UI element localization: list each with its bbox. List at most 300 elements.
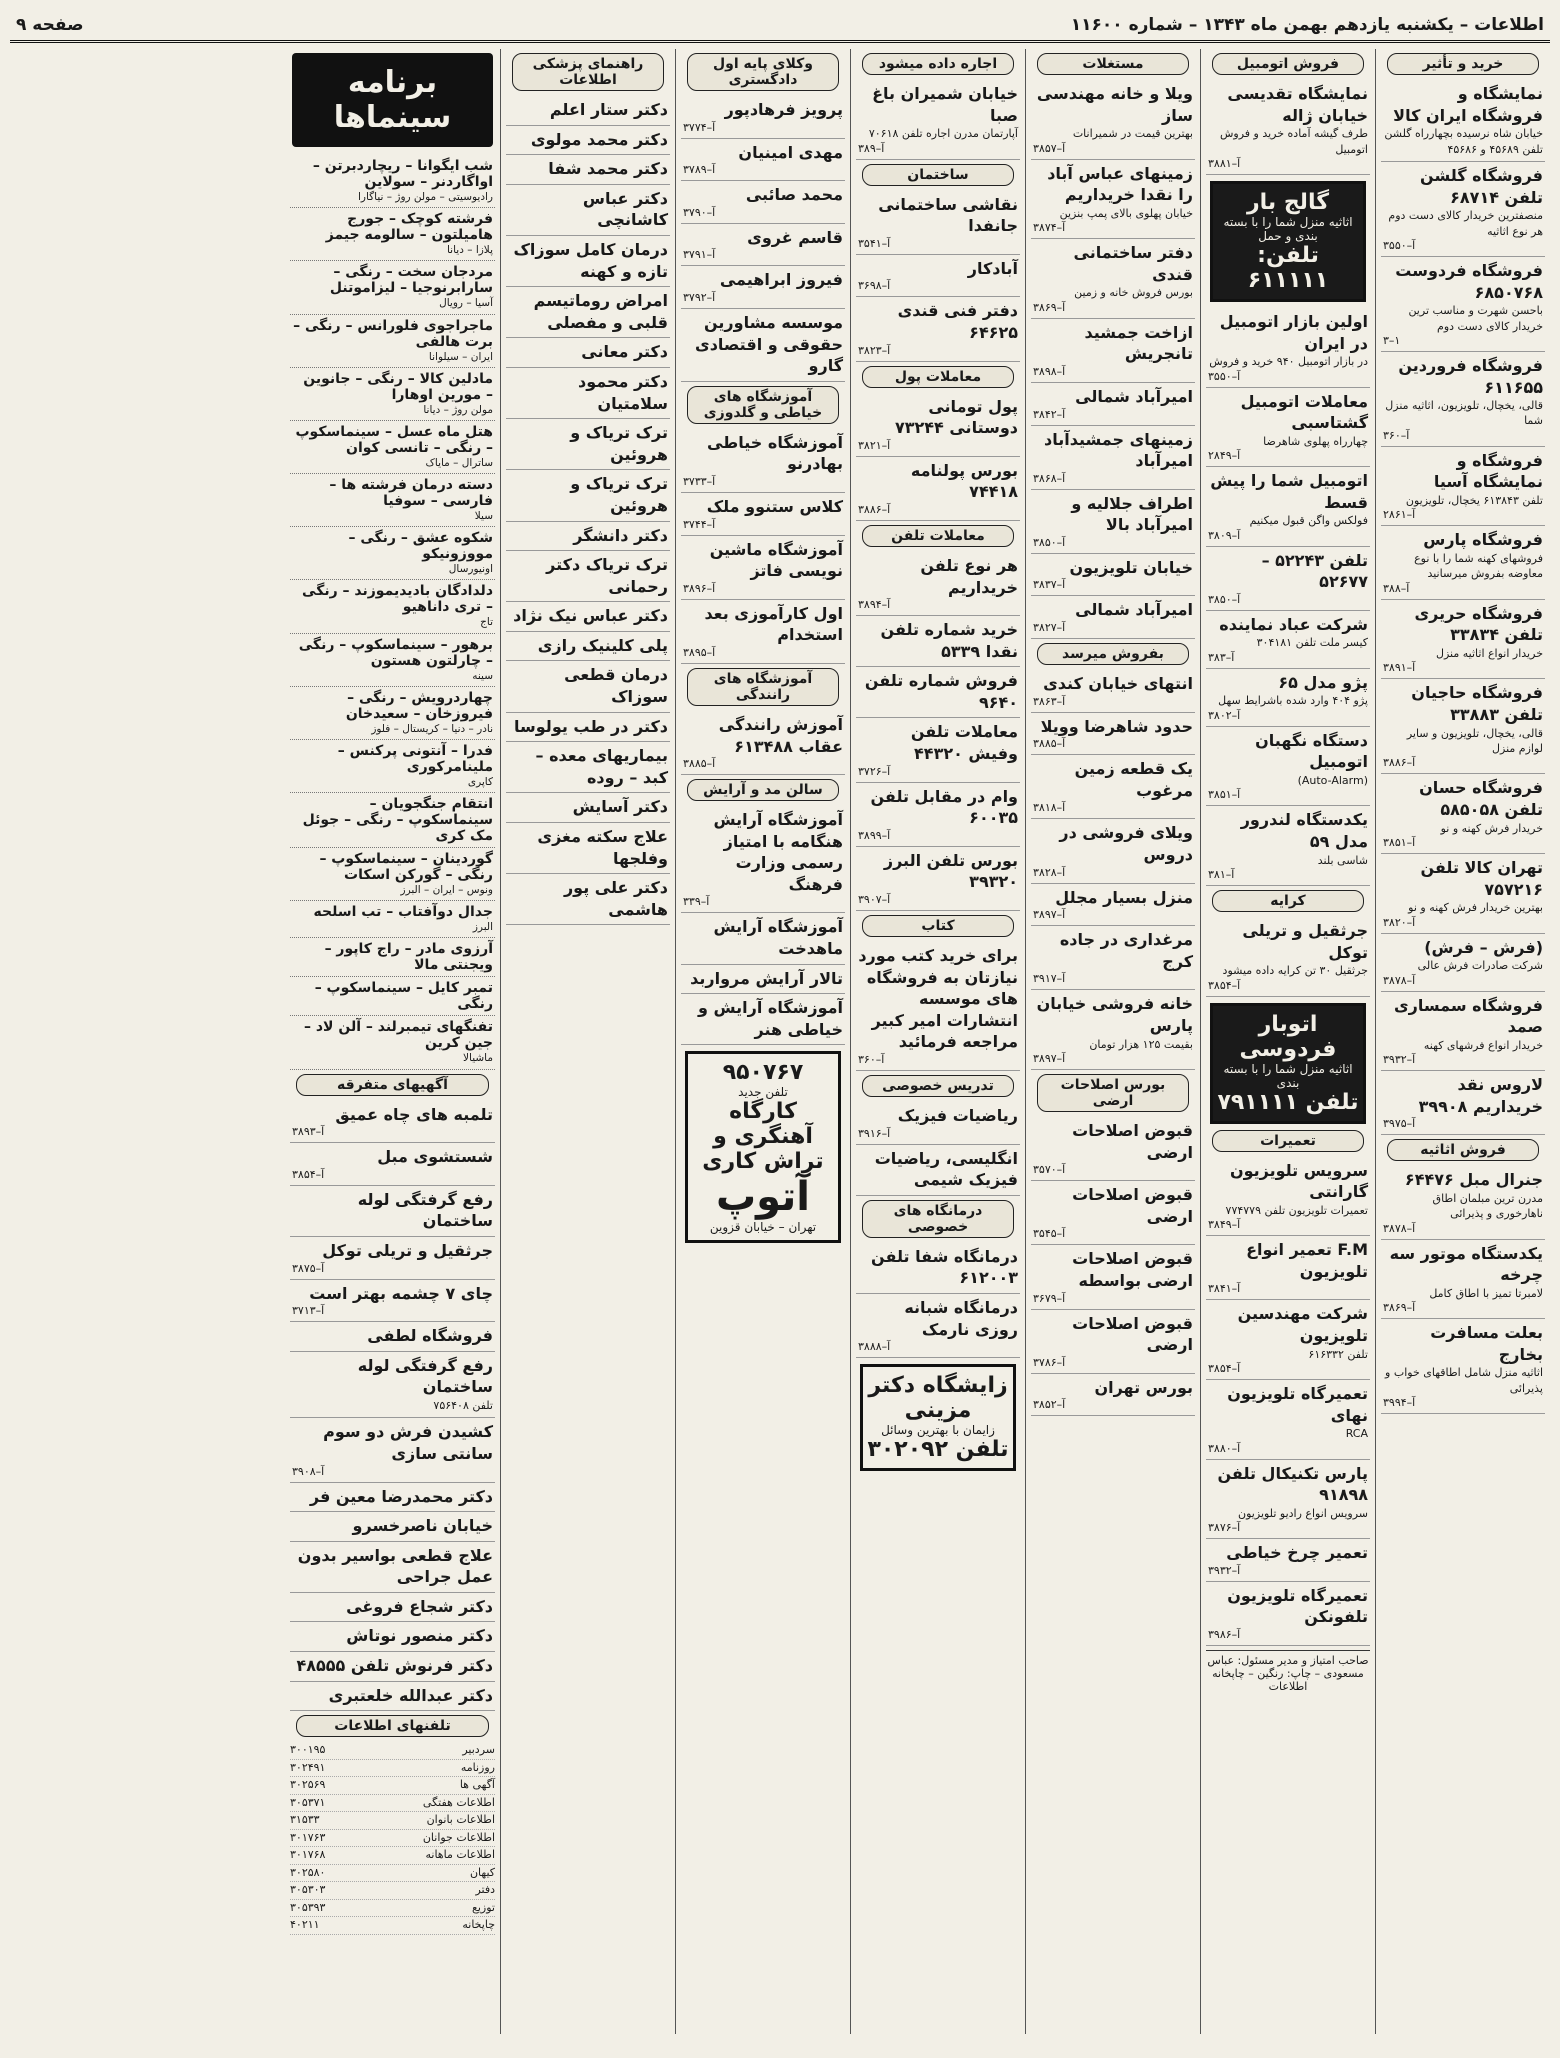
classified-ad: [681, 711, 845, 775]
imprint-footer: صاحب امتیاز و مدیر مسئول: عباس مسعودی – چاپ: رنگین – چاپخانه اطلاعات: [1206, 1650, 1370, 1693]
classified-ad: [1031, 80, 1195, 160]
phone-row: [290, 1742, 495, 1760]
film-title: انتقام جنگجویان – سینماسکوپ – رنگی – جوئل مک کری: [302, 796, 493, 845]
classified-ad: [856, 847, 1020, 911]
display-ad-line: تلفن: ۶۱۱۱۱۱: [1247, 242, 1329, 293]
phone-label: کیهان: [469, 1865, 495, 1879]
cinema-listing: [290, 793, 495, 848]
ad-code: ۳۵۴۵–آ: [1033, 1227, 1066, 1241]
classified-ad: [856, 552, 1020, 616]
ad-code: ۳۸۹۸–آ: [1033, 364, 1066, 378]
ad-code: ۳۸۲۷–آ: [1033, 621, 1066, 635]
classified-ad: [1031, 1374, 1195, 1417]
classified-ad: [1381, 526, 1545, 599]
ad-title: دکتر محمد شفا: [548, 159, 668, 179]
phone-row: [290, 1830, 495, 1848]
display-ad-line: اتوبار فردوسی: [1239, 1011, 1337, 1062]
film-cinemas: ماشیالا: [463, 1052, 493, 1065]
ad-code: ۳۸۸۵–آ: [683, 757, 716, 771]
ad-title: دفتر ساختمانی قندی: [1073, 243, 1193, 284]
classified-ad: [1206, 1236, 1370, 1300]
ad-title: زمینهای جمشیدآباد امیرآباد: [1043, 429, 1193, 471]
ad-title: دکتر معانی: [581, 342, 668, 362]
ad-code: ۳۹۰۸–آ: [292, 1464, 325, 1478]
classified-ad: [1031, 670, 1195, 713]
classified-ad: [681, 224, 845, 267]
phone-number: ۳۰۵۳۹۳: [290, 1900, 326, 1914]
ad-body: تلفن ۶۱۶۳۳۲: [1308, 1347, 1368, 1361]
ad-body: پژو ۴۰۴ وارد شده باشرایط سهل: [1218, 694, 1368, 708]
classified-ad: [681, 493, 845, 536]
film-title: ماجراجوی فلورانس – رنگی – برت هالفی: [293, 317, 493, 350]
phone-label: سردبیر: [462, 1743, 495, 1757]
classified-ad: [1206, 917, 1370, 997]
classified-ad: [856, 393, 1020, 457]
ad-title: شستشوی مبل: [377, 1147, 493, 1167]
ad-code: ۳۹۷۵–آ: [1383, 1117, 1416, 1131]
classified-ad: [856, 80, 1020, 160]
ad-code: ۳۸۸۵–آ: [1033, 737, 1066, 751]
ad-title: دکتر دانشگر: [573, 525, 668, 545]
ad-title: ترک تریاک و هروئین: [570, 474, 668, 515]
ad-title: تالار آرایش مرواربد: [690, 968, 843, 988]
classified-ad: [1031, 1245, 1195, 1309]
phone-label: اطلاعات جوانان: [422, 1830, 495, 1844]
ad-code: ۳۸۴۱–آ: [1208, 1282, 1241, 1296]
ad-title: امیرآباد شمالی: [1075, 600, 1193, 620]
ad-title: دکتر محمود سلامتیان: [578, 371, 668, 413]
ad-code: ۳۸۶۸–آ: [1033, 471, 1066, 485]
ad-title: پول تومانی دوستانی ۷۳۲۴۴: [894, 396, 1018, 438]
ad-code: ۳۸۷۸–آ: [1383, 1221, 1416, 1235]
classified-ad: [506, 419, 670, 470]
ad-body: قالی، یخچال، تلویزیون و سایر لوازم منزل: [1406, 726, 1543, 755]
classified-ad: [1031, 490, 1195, 554]
ad-code: ۳۸۳۷–آ: [1033, 578, 1066, 592]
classified-ad: [506, 823, 670, 874]
ad-title: منزل بسیار مجلل: [1055, 887, 1193, 907]
ad-title: تلمبه های چاه عمیق: [335, 1104, 493, 1124]
ad-code: ۳۵۴۱–آ: [858, 236, 891, 250]
ad-title: نقاشی ساختمانی جانفدا: [878, 194, 1018, 236]
ad-body: بهترین قیمت در شمیرانات: [1072, 127, 1193, 141]
display-ad-line: آتوپ: [715, 1174, 810, 1221]
ad-title: دفتر فنی قندی ۶۴۶۲۵: [897, 301, 1018, 342]
phone-row: [290, 1777, 495, 1795]
phone-label: دفتر: [475, 1883, 495, 1897]
classified-ad: [506, 742, 670, 793]
film-title: جدال دوآفتاب – تب اسلحه: [313, 904, 493, 921]
classified-ad: [856, 718, 1020, 782]
ad-code: ۳۸۴۹–آ: [1208, 1218, 1241, 1232]
ad-title: فروشگاه فردوست ۶۸۵۰۷۶۸: [1395, 260, 1543, 302]
ad-title: معاملات تلفن وفیش ۴۴۳۲۰: [910, 722, 1018, 764]
ad-code: ۳۸۶۹–آ: [1033, 300, 1066, 314]
classified-ad: [1381, 80, 1545, 162]
ad-code: ۳۸۵۰–آ: [1033, 535, 1066, 549]
classified-ad: [506, 155, 670, 185]
ad-title: معاملات اتومبیل گشتاسبی: [1240, 391, 1368, 433]
classified-ad: [681, 429, 845, 493]
classified-ad: [290, 1143, 495, 1186]
classified-ad: [856, 457, 1020, 521]
ad-title: آموزشگاه آرایش ماهدخت: [713, 917, 843, 959]
ad-title: دکتر فرنوش تلفن ۴۸۵۵۵: [296, 1656, 493, 1676]
ad-body: تلفن ۶۱۳۸۴۳ یخچال، تلویزیون: [1405, 494, 1543, 508]
section-header: آموزشگاه های خیاطی و گلدوزی: [687, 386, 839, 424]
ad-code: ۳۷۲۶–آ: [858, 764, 891, 778]
classified-ad: [1206, 806, 1370, 886]
ad-title: درمانگاه شبانه روزی نارمک: [904, 1297, 1018, 1339]
ad-title: دکتر منصور نوتاش: [346, 1626, 493, 1646]
classified-ad: [856, 297, 1020, 361]
ad-code: ۳۸۸۰–آ: [1208, 1441, 1241, 1455]
section-header: تعمیرات: [1212, 1130, 1364, 1152]
ad-title: دکتر آسایش: [572, 797, 668, 817]
display-ad-line: زایشگاه دکتر مزینی: [868, 1373, 1008, 1424]
ad-title: چای ۷ چشمه بهتر است: [309, 1283, 493, 1303]
film-title: فدرا – آنتونی پرکنس – ملینامرکوری: [337, 742, 493, 775]
cinema-listing: [290, 474, 495, 527]
ad-code: ۳۶۹۸–آ: [858, 279, 891, 293]
ad-code: ۳۸۲۱–آ: [858, 438, 891, 452]
ad-title: قاسم غروی: [747, 227, 843, 247]
ad-title: محمد صائبی: [745, 185, 843, 205]
classified-ad: [1206, 467, 1370, 547]
display-ad-line: تلفن ۷۹۱۱۱۱: [1217, 1089, 1359, 1115]
phone-label: اطلاعات ماهانه: [425, 1848, 495, 1862]
ad-code: ۳۸۹۵–آ: [683, 645, 716, 659]
section-header: معاملات تلفن: [862, 525, 1014, 547]
ad-title: هر نوع تلفن خریداریم: [920, 555, 1018, 597]
classified-ad: [856, 191, 1020, 255]
ad-title: قبوض اصلاحات ارضی بواسطه: [1072, 1249, 1193, 1290]
film-cinemas: رادیوسیتی – مولن روژ – نیاگارا: [357, 191, 493, 203]
section-header: بفروش میرسد: [1037, 643, 1189, 665]
phone-directory: [290, 1742, 495, 1935]
ad-title: دکتر علی پور هاشمی: [563, 878, 668, 919]
classified-ad: [1381, 774, 1545, 854]
ad-body: در بازار اتومبیل ۹۴۰ خرید و فروش: [1209, 355, 1368, 369]
ad-code: ۳۸۷۴–آ: [1033, 221, 1066, 235]
ad-title: پلی کلینیک رازی: [537, 635, 668, 655]
classified-ad: [681, 806, 845, 913]
classified-ad: [1031, 755, 1195, 819]
ad-title: دکتر در طب یولوسا: [514, 716, 668, 736]
phone-label: آگهی ها: [459, 1778, 495, 1792]
classified-ad: [1381, 679, 1545, 774]
ad-code: ۳۸۹۶–آ: [683, 581, 716, 595]
classified-ad: [1206, 611, 1370, 669]
ad-code: ۳۸۵۱–آ: [1208, 788, 1241, 802]
display-advertisement: [1210, 181, 1366, 302]
classified-ad: [1206, 669, 1370, 727]
ad-title: برای خرید کتب مورد نیازتان به فروشگاه های موسسه انتشارات امیر کبیر مراجعه فرمائید: [858, 946, 1018, 1052]
classified-ad: [290, 1186, 495, 1237]
section-header: کتاب: [862, 915, 1014, 937]
film-cinemas: سیلا: [474, 510, 493, 523]
ad-title: تعمیرگاه تلویزیون تلفونکن: [1227, 1585, 1368, 1627]
film-title: گوردینان – سینماسکوپ – رنگی – گورکن اسکات: [319, 851, 493, 884]
ad-title: مرغداری در جاده کرج: [1059, 930, 1193, 971]
ad-code: ۳۵۵۰–آ: [1208, 369, 1241, 383]
classified-ad: [1031, 884, 1195, 927]
classified-ad: [1381, 854, 1545, 934]
classified-ad: [506, 793, 670, 823]
classified-ad: [1381, 447, 1545, 527]
display-ad-line: تلفن جدید: [738, 1085, 788, 1100]
classified-ad: [1031, 926, 1195, 990]
ad-title: دکتر عباس نیک نژاد: [513, 606, 668, 626]
classified-ad: [1381, 257, 1545, 352]
classified-ad: [506, 185, 670, 236]
classified-ad: [290, 1593, 495, 1623]
display-advertisement: [860, 1364, 1016, 1471]
ad-body: تعمیرات تلویزیون تلفن ۷۷۴۷۷۹: [1225, 1203, 1368, 1217]
ad-code: ۳۸۳–آ: [1208, 650, 1235, 664]
ad-body: قالی، یخچال، تلویزیون، اثاثیه منزل شما: [1385, 399, 1543, 428]
cinema-listing: [290, 155, 495, 208]
ad-title: ازاخت جمشید تانجریش: [1084, 322, 1193, 364]
ad-title: اطراف جلالیه و امیرآباد بالا: [1071, 493, 1193, 535]
ad-code: ۳۸۸۱–آ: [1208, 156, 1241, 170]
phone-row: [290, 1795, 495, 1813]
section-header: آموزشگاه های رانندگی: [687, 668, 839, 706]
ad-title: دکتر ستار اعلم: [549, 100, 668, 119]
classified-ad: [1031, 160, 1195, 240]
column-col6: [500, 49, 675, 2034]
ad-title: لاروس نقد خریداریم ۳۹۹۰۸: [1418, 1075, 1543, 1116]
classified-ad: [506, 287, 670, 338]
phone-row: [290, 1917, 495, 1935]
film-title: مردجان سخت – رنگی – سارابرنوجیا – لیزاموتنل: [329, 264, 493, 297]
ad-code: ۳۸۸۸–آ: [858, 1340, 891, 1354]
film-cinemas: کاپری: [467, 775, 493, 788]
classified-ad: [1381, 1240, 1545, 1320]
ad-title: قبوض اصلاحات ارضی: [1072, 1185, 1193, 1226]
ad-title: (فرش – فرش): [1424, 937, 1543, 957]
ad-code: ۳۹۳۲–آ: [1208, 1563, 1241, 1577]
cinema-listing: [290, 261, 495, 314]
ad-body: فولکس واگن قبول میکنیم: [1249, 514, 1368, 528]
ad-body: چهارراه پهلوی شاهرضا: [1263, 434, 1368, 448]
ad-title: خیابان تلویزیون: [1069, 557, 1193, 577]
film-title: تفنگهای تیمبرلند – آلن لاد – جین کرین: [304, 1019, 493, 1052]
ad-title: کشیدن فرش دو سوم سانتی سازی: [323, 1422, 493, 1463]
ad-code: ۳۶۷۹–آ: [1033, 1291, 1066, 1305]
ad-code: ۳۸۹۴–آ: [858, 598, 891, 612]
classified-ad: [681, 181, 845, 224]
classified-ad: [681, 309, 845, 382]
ad-title: مهدی امینیان: [738, 142, 843, 162]
ad-title: حدود شاهرضا وویلا: [1040, 716, 1193, 736]
classified-ad: [681, 600, 845, 664]
ad-title: فروشگاه حسان تلفن ۵۸۵۰۵۸: [1419, 778, 1543, 819]
cinema-listing: [290, 315, 495, 368]
classified-ad: [856, 616, 1020, 667]
phone-row: [290, 1847, 495, 1865]
ad-code: ۳۸۸۶–آ: [1383, 756, 1416, 770]
ad-title: نمایشگاه تقدیسی خیابان ژاله: [1227, 84, 1368, 125]
ad-code: ۳۹۰۷–آ: [858, 893, 891, 907]
film-cinemas: مولن روژ – دیانا: [423, 403, 493, 416]
classified-ad: [1206, 1157, 1370, 1237]
section-header: مستغلات: [1037, 53, 1189, 75]
ad-title: ویلای فروشی در دروس: [1059, 823, 1193, 865]
cinema-listing: [290, 580, 495, 633]
classified-ad: [506, 236, 670, 287]
classified-ad: [290, 1483, 495, 1513]
classified-ad: [1031, 239, 1195, 319]
section-header: معاملات پول: [862, 366, 1014, 388]
film-cinemas: تاج: [480, 616, 493, 629]
phone-number: ۳۰۵۳۰۳: [290, 1883, 326, 1897]
ad-code: ۳۸۹۷–آ: [1033, 908, 1066, 922]
classified-ad: [1031, 1117, 1195, 1181]
cinema-listing: [290, 740, 495, 793]
classified-ad: [1031, 319, 1195, 383]
phone-number: ۳۰۱۷۶۳: [290, 1830, 326, 1844]
ad-body: خیابان شاه نرسیده بچهارراه گلشن تلفن ۴۵۶۸۹ و ۴۵۶۸۶: [1384, 127, 1543, 156]
ad-title: دستگاه نگهبان اتومبیل: [1255, 730, 1368, 772]
ad-code: ۳۸۲۸–آ: [1033, 865, 1066, 879]
display-ad-line: اثاثیه منزل شما را با بسته بندی و حمل: [1223, 214, 1353, 243]
classified-ad: [856, 1243, 1020, 1294]
film-cinemas: ساترال – مایاک: [425, 456, 493, 469]
classified-ad: [1381, 1319, 1545, 1414]
display-ad-line: تهران – خیابان قزوین: [709, 1220, 817, 1235]
ad-code: ۳۹۸۶–آ: [1208, 1627, 1241, 1641]
ad-code: ۳۸۴۲–آ: [1033, 407, 1066, 421]
phone-label: روزنامه: [460, 1760, 495, 1774]
section-header: بورس اصلاحات ارضی: [1037, 1074, 1189, 1112]
cinema-listing: [290, 368, 495, 421]
ad-title: فروشگاه گلشن تلفن ۶۸۷۱۴: [1420, 165, 1543, 207]
classified-ad: [1381, 1166, 1545, 1239]
cinema-listing: [290, 977, 495, 1016]
ad-title: بیماریهای معده – کبد – روده: [535, 746, 668, 787]
ad-title: قبوض اصلاحات ارضی: [1072, 1121, 1193, 1162]
ad-code: ۳۸۹۷–آ: [1033, 1052, 1066, 1065]
ad-title: آبادکار: [967, 258, 1018, 278]
classified-ad: [1206, 1300, 1370, 1380]
cinema-listing: [290, 938, 495, 977]
phone-row: [290, 1760, 495, 1778]
classified-ad: [856, 1294, 1020, 1358]
ad-body: خریدار فرش کهنه و نو: [1440, 821, 1543, 835]
classified-ad: [1031, 426, 1195, 490]
ad-code: ۳۷۳۳–آ: [683, 474, 716, 488]
film-title: آرزوی مادر – راج کاپور – ویجنتی مالا: [324, 941, 493, 974]
ad-title: پرویز فرهادپور: [724, 100, 843, 119]
classified-ad: [856, 1145, 1020, 1196]
classified-ad: [1206, 547, 1370, 611]
ad-title: پژو مدل ۶۵: [1278, 672, 1368, 692]
ad-title: جرثقیل و تریلی توکل: [1242, 921, 1368, 962]
ad-body: بقیمت ۱۲۵ هزار تومان: [1089, 1037, 1193, 1051]
classified-ad: [856, 783, 1020, 847]
ad-code: ۳۵۷۰–آ: [1033, 1163, 1066, 1177]
section-header: سالن مد و آرایش: [687, 779, 839, 801]
ad-body: باحسن شهرت و مناسب ترین خریدار کالای دست دوم: [1408, 304, 1543, 333]
section-header: وکلای پایه اول دادگستری: [687, 53, 839, 91]
ad-title: وام در مقابل تلفن ۶۰۰۳۵: [870, 786, 1018, 828]
ad-code: ۳۷۴۴–آ: [683, 517, 716, 531]
film-cinemas: ونوس – ایران – البرز: [400, 884, 493, 897]
film-cinemas: البرز: [472, 921, 493, 934]
ad-code: ۳۸۰۹–آ: [1208, 528, 1241, 542]
ad-title: آموزش رانندگی عقاب ۶۱۳۴۸۸: [718, 714, 843, 756]
phone-number: ۳۰۵۳۷۱: [290, 1795, 326, 1809]
ad-title: خیابان شمیران باغ صبا: [872, 84, 1018, 125]
ad-title: امراض روماتیسم قلبی و مفصلی: [533, 291, 668, 332]
classified-ad: [681, 536, 845, 600]
ad-title: سرویس تلویزیون گارانتی: [1229, 1160, 1368, 1202]
cinema-listing: [290, 848, 495, 901]
classified-ad: [506, 96, 670, 126]
phone-number: ۳۰۲۵۸۰: [290, 1865, 326, 1879]
film-title: شکوه عشق – رنگی – مووزونیکو: [348, 530, 493, 563]
ad-code: ۳۸۲۳–آ: [858, 343, 891, 357]
ad-title: خیابان ناصرخسرو: [352, 1516, 493, 1536]
section-header: تلفنهای اطلاعات: [296, 1715, 489, 1737]
ad-code: ۳۸۵۱–آ: [1383, 835, 1416, 849]
classified-ad: [506, 470, 670, 521]
ad-code: ۳۸۷۶–آ: [1208, 1521, 1241, 1535]
film-title: برهور – سینماسکوپ – رنگی – چارلتون هستون: [298, 636, 493, 669]
column-col1: [1375, 49, 1550, 2034]
classified-ad: [506, 632, 670, 662]
ad-title: امیرآباد شمالی: [1075, 386, 1193, 406]
cinema-listing: [290, 1016, 495, 1069]
ad-code: ۳۸۰۲–آ: [1208, 708, 1241, 722]
ad-title: ویلا و خانه مهندسی ساز: [1036, 84, 1193, 125]
ad-code: ۳۳۹–آ: [683, 895, 710, 909]
cinema-listing: [290, 901, 495, 938]
ad-title: بورس تلفن البرز ۳۹۳۲۰: [883, 850, 1018, 892]
classified-ad: [856, 942, 1020, 1071]
ad-code: ۳۸۶۳–آ: [1033, 694, 1066, 708]
classified-ad: [1031, 1181, 1195, 1245]
ad-code: ۳۷۹۱–آ: [683, 248, 716, 262]
ad-title: آموزشگاه ماشین نویسی فاتز: [709, 539, 843, 581]
ad-code: ۳۷۸۶–آ: [1033, 1355, 1066, 1369]
ad-title: موسسه مشاورین حقوقی و اقتصادی گارو: [695, 312, 843, 376]
ad-code: ۳۸۱–آ: [1208, 868, 1235, 882]
ad-code: ۳۸۹–آ: [858, 141, 885, 155]
display-advertisement: [1210, 1003, 1366, 1124]
phone-number: ۳۰۲۴۹۱: [290, 1760, 326, 1774]
ad-code: ۳۷۱۳–آ: [292, 1304, 325, 1318]
classified-ad: [1381, 162, 1545, 257]
ad-body: (Auto-Alarm): [1297, 774, 1368, 788]
film-cinemas: نادر – دنیا – کریستال – فلوز: [371, 722, 493, 735]
classified-ad: [1031, 819, 1195, 883]
film-cinemas: اونیورسال: [448, 563, 493, 576]
section-header: فروش اثاثیه: [1387, 1139, 1539, 1161]
ad-title: فروشگاه حریری تلفن ۳۳۸۳۴: [1414, 603, 1543, 645]
classified-ad: [856, 1102, 1020, 1145]
ad-title: بعلت مسافرت بخارج: [1430, 1323, 1543, 1364]
ad-title: تهران کالا تلفن ۷۵۷۲۱۶: [1420, 857, 1543, 899]
classified-ad: [506, 602, 670, 632]
ad-title: دکتر عباس کاشانچی: [582, 188, 668, 230]
ad-title: جرثقیل و تریلی توکل: [322, 1240, 493, 1260]
classified-ad: [506, 126, 670, 156]
section-header: آگهیهای متفرقه: [296, 1074, 489, 1096]
ad-title: فروشگاه لطفی: [367, 1326, 493, 1346]
ad-code: ۲۸۶۱–آ: [1383, 508, 1416, 522]
